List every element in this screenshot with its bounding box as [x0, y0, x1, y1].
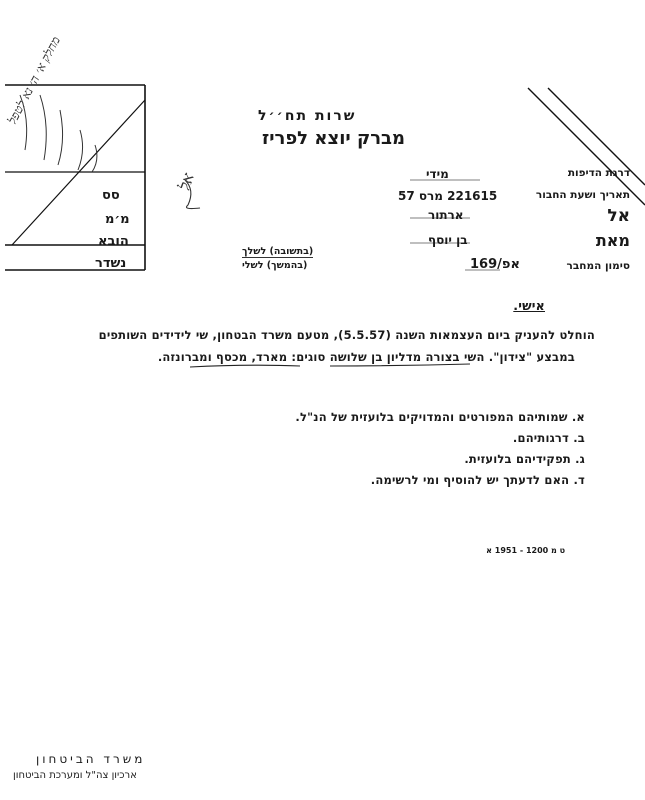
handwritten-margin-note: אל [174, 170, 198, 194]
list-item-d: ד. האם לדעתך יש להוסיף ומי לרשימה. [370, 473, 585, 487]
message-line-1: הוחלט להעניק ביום העצמאות השנה (5.5.57), מטעם משרד הבטחון, שי לידידים השותפים [98, 328, 595, 342]
priority-value: מידי [426, 167, 449, 181]
from-value: בן יוסף [428, 233, 468, 247]
list-item-c: ג. תפקידיהם בלועזית. [464, 452, 585, 466]
reply-mark: (בתשובה) לשלך [242, 246, 314, 257]
service-header: שרות תח׳׳ל [258, 108, 357, 124]
sender-code-label: סימון המחבר [566, 260, 630, 272]
continuation-mark: (בהמשך) לשלי [242, 260, 308, 271]
message-line-2: במבצע "צידון". השי בצורה מדליון בן שלושה סוגים: מארד, מכסף ומברונזה. [157, 350, 575, 364]
box-label-huva: הובא [98, 234, 129, 249]
form-code: ט מ 1200 - 1951 א [486, 546, 565, 555]
list-item-a: א. שמותיהם המפורטים והמדויקים בלועזית של הנ"ל. [295, 410, 585, 424]
page-title: מברק יוצא לפריז [262, 128, 406, 149]
box-label-ss: סס [102, 188, 120, 203]
to-value: ארתור [428, 208, 464, 222]
box-label-mm: מ׳מ [105, 212, 130, 227]
from-label: מאת [595, 231, 630, 250]
handwritten-box-note: מחלק א׳ ה׳ נא לטפל [5, 34, 63, 127]
footer-ministry: משרד הביטחון [36, 752, 146, 766]
datetime-value: 221615 מרס 57 [398, 189, 498, 203]
footer-archive: ארכיון צה"ל ומערכת הביטחון [13, 770, 137, 781]
sender-code-value: אפ/169 [470, 257, 520, 272]
to-label: אל [607, 206, 630, 226]
priority-label: דרגת הדיפות [567, 167, 630, 179]
message-salutation: אישי. [513, 298, 545, 313]
list-item-b: ב. דרגותיהם. [512, 431, 585, 445]
box-label-nishdar: נשדר [95, 256, 127, 271]
datetime-label: תאריך ושעת החבור [535, 189, 630, 201]
